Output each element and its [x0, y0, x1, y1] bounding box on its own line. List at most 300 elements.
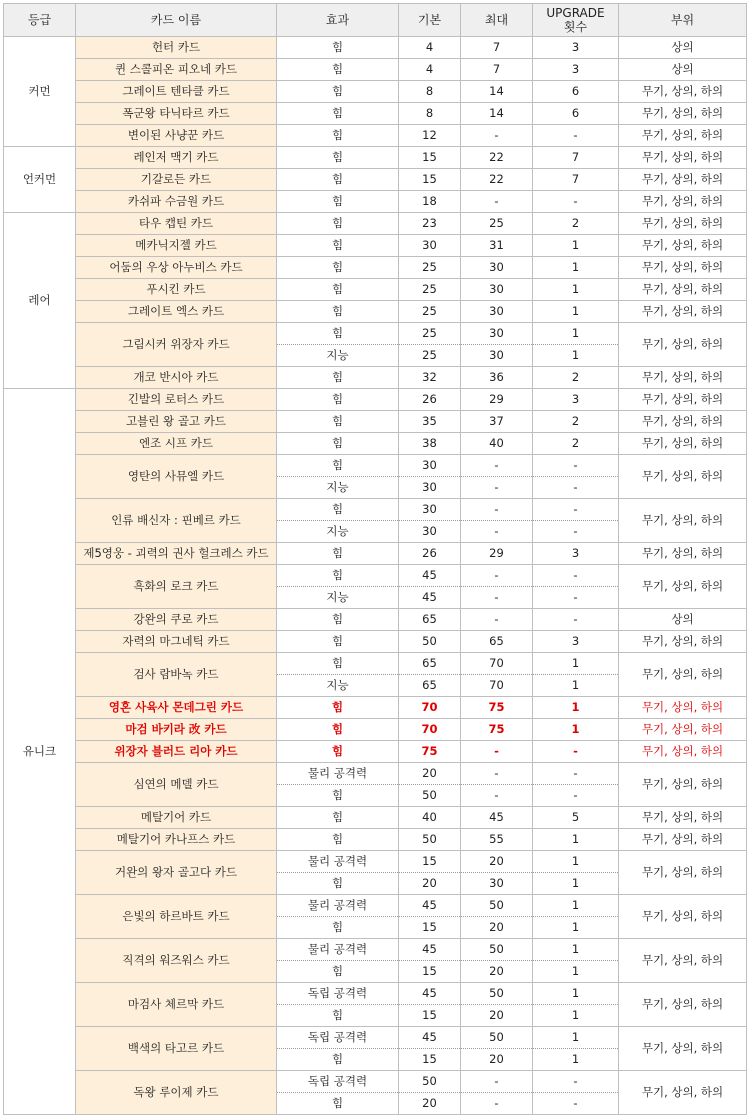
- base-value: 23: [399, 213, 461, 235]
- effect-cell: 지능: [277, 587, 399, 609]
- part-cell: 무기, 상의, 하의: [619, 301, 747, 323]
- part-cell: 무기, 상의, 하의: [619, 323, 747, 367]
- upgrade-count: 1: [533, 257, 619, 279]
- card-name: 헌터 카드: [76, 37, 277, 59]
- effect-cell: 힘: [277, 147, 399, 169]
- table-row: [4, 367, 747, 389]
- part-cell: 무기, 상의, 하의: [619, 257, 747, 279]
- card-name: 메탈기어 카나프스 카드: [76, 829, 277, 851]
- max-value: 22: [461, 169, 533, 191]
- effect-cell: 지능: [277, 345, 399, 367]
- part-cell: 무기, 상의, 하의: [619, 235, 747, 257]
- effect-cell: 힘: [277, 565, 399, 587]
- max-value: 7: [461, 59, 533, 81]
- upgrade-count: -: [533, 741, 619, 763]
- base-value: 15: [399, 917, 461, 939]
- effect-cell: 힘: [277, 609, 399, 631]
- table-row: [4, 719, 747, 741]
- table-row: [4, 323, 747, 345]
- max-value: 70: [461, 653, 533, 675]
- table-row: [4, 983, 747, 1005]
- header-effect: 효과: [277, 4, 399, 37]
- part-cell: 무기, 상의, 하의: [619, 455, 747, 499]
- card-name: 인류 배신자 : 핀베르 카드: [76, 499, 277, 543]
- effect-cell: 힘: [277, 191, 399, 213]
- max-value: -: [461, 741, 533, 763]
- card-name: 검사 람바녹 카드: [76, 653, 277, 697]
- upgrade-count: 3: [533, 631, 619, 653]
- max-value: -: [461, 1093, 533, 1115]
- base-value: 4: [399, 37, 461, 59]
- card-name: 메카닉지젤 카드: [76, 235, 277, 257]
- upgrade-count: -: [533, 521, 619, 543]
- card-name: 카쉬파 수금원 카드: [76, 191, 277, 213]
- effect-cell: 힘: [277, 961, 399, 983]
- max-value: 75: [461, 719, 533, 741]
- effect-cell: 힘: [277, 499, 399, 521]
- upgrade-count: 1: [533, 235, 619, 257]
- effect-cell: 힘: [277, 301, 399, 323]
- effect-cell: 힘: [277, 631, 399, 653]
- effect-cell: 독립 공격력: [277, 983, 399, 1005]
- part-cell: 무기, 상의, 하의: [619, 411, 747, 433]
- card-name: 폭군왕 타닉타르 카드: [76, 103, 277, 125]
- upgrade-count: 1: [533, 961, 619, 983]
- effect-cell: 힘: [277, 829, 399, 851]
- base-value: 45: [399, 1027, 461, 1049]
- effect-cell: 힘: [277, 389, 399, 411]
- part-cell: 무기, 상의, 하의: [619, 1071, 747, 1115]
- base-value: 30: [399, 477, 461, 499]
- part-cell: 무기, 상의, 하의: [619, 851, 747, 895]
- part-cell: 무기, 상의, 하의: [619, 697, 747, 719]
- table-row: [4, 37, 747, 59]
- grade-cell: 레어: [4, 213, 76, 389]
- max-value: -: [461, 587, 533, 609]
- part-cell: 상의: [619, 59, 747, 81]
- max-value: 29: [461, 543, 533, 565]
- card-name: 타우 캡틴 카드: [76, 213, 277, 235]
- effect-cell: 힘: [277, 1093, 399, 1115]
- part-cell: 무기, 상의, 하의: [619, 653, 747, 697]
- upgrade-count: 7: [533, 169, 619, 191]
- part-cell: 무기, 상의, 하의: [619, 719, 747, 741]
- base-value: 45: [399, 587, 461, 609]
- upgrade-count: 2: [533, 433, 619, 455]
- part-cell: 무기, 상의, 하의: [619, 125, 747, 147]
- header-max: 최대: [461, 4, 533, 37]
- part-cell: 무기, 상의, 하의: [619, 763, 747, 807]
- part-cell: 무기, 상의, 하의: [619, 147, 747, 169]
- effect-cell: 지능: [277, 675, 399, 697]
- header-card-name: 카드 이름: [76, 4, 277, 37]
- table-row: [4, 1071, 747, 1093]
- base-value: 25: [399, 323, 461, 345]
- part-cell: 무기, 상의, 하의: [619, 499, 747, 543]
- card-name: 자력의 마그네틱 카드: [76, 631, 277, 653]
- max-value: 20: [461, 1005, 533, 1027]
- base-value: 50: [399, 829, 461, 851]
- base-value: 20: [399, 873, 461, 895]
- base-value: 15: [399, 851, 461, 873]
- table-row: [4, 609, 747, 631]
- upgrade-count: 5: [533, 807, 619, 829]
- card-name: 그레이트 텐타클 카드: [76, 81, 277, 103]
- base-value: 15: [399, 1005, 461, 1027]
- card-name: 기갈로든 카드: [76, 169, 277, 191]
- part-cell: 상의: [619, 609, 747, 631]
- card-name: 변이된 사냥꾼 카드: [76, 125, 277, 147]
- base-value: 30: [399, 499, 461, 521]
- effect-cell: 물리 공격력: [277, 851, 399, 873]
- max-value: 75: [461, 697, 533, 719]
- part-cell: 무기, 상의, 하의: [619, 829, 747, 851]
- base-value: 15: [399, 169, 461, 191]
- base-value: 45: [399, 939, 461, 961]
- upgrade-count: 1: [533, 653, 619, 675]
- header-row: [4, 4, 747, 37]
- card-name: 그림시커 위장자 카드: [76, 323, 277, 367]
- card-name: 메탈기어 카드: [76, 807, 277, 829]
- upgrade-count: 1: [533, 675, 619, 697]
- base-value: 32: [399, 367, 461, 389]
- effect-cell: 힘: [277, 1049, 399, 1071]
- effect-cell: 힘: [277, 741, 399, 763]
- max-value: 20: [461, 851, 533, 873]
- base-value: 15: [399, 961, 461, 983]
- header-upgrade-line2: 횟수: [563, 20, 588, 34]
- table-row: [4, 169, 747, 191]
- effect-cell: 힘: [277, 235, 399, 257]
- effect-cell: 힘: [277, 81, 399, 103]
- card-name: 직격의 워즈워스 카드: [76, 939, 277, 983]
- table-row: [4, 939, 747, 961]
- base-value: 30: [399, 521, 461, 543]
- max-value: 20: [461, 917, 533, 939]
- effect-cell: 힘: [277, 411, 399, 433]
- max-value: 14: [461, 103, 533, 125]
- base-value: 25: [399, 345, 461, 367]
- max-value: 70: [461, 675, 533, 697]
- part-cell: 무기, 상의, 하의: [619, 213, 747, 235]
- card-name: 백색의 타고르 카드: [76, 1027, 277, 1071]
- upgrade-count: 1: [533, 851, 619, 873]
- card-name: 독왕 루이제 카드: [76, 1071, 277, 1115]
- grade-cell: 유니크: [4, 389, 76, 1115]
- header-upgrade: [533, 4, 619, 37]
- max-value: 30: [461, 301, 533, 323]
- table-row: [4, 851, 747, 873]
- base-value: 25: [399, 279, 461, 301]
- base-value: 12: [399, 125, 461, 147]
- upgrade-count: 6: [533, 103, 619, 125]
- card-name: 은빛의 하르바트 카드: [76, 895, 277, 939]
- base-value: 50: [399, 1071, 461, 1093]
- table-row: [4, 829, 747, 851]
- part-cell: 무기, 상의, 하의: [619, 389, 747, 411]
- card-name: 레인저 맥기 카드: [76, 147, 277, 169]
- base-value: 30: [399, 455, 461, 477]
- table-row: [4, 279, 747, 301]
- part-cell: 무기, 상의, 하의: [619, 631, 747, 653]
- base-value: 65: [399, 675, 461, 697]
- upgrade-count: 2: [533, 411, 619, 433]
- table-row: [4, 697, 747, 719]
- grade-cell: 커먼: [4, 37, 76, 147]
- upgrade-count: 2: [533, 367, 619, 389]
- max-value: -: [461, 763, 533, 785]
- upgrade-count: 1: [533, 939, 619, 961]
- max-value: -: [461, 565, 533, 587]
- base-value: 35: [399, 411, 461, 433]
- table-row: [4, 257, 747, 279]
- effect-cell: 힘: [277, 1005, 399, 1027]
- upgrade-count: -: [533, 565, 619, 587]
- upgrade-count: 1: [533, 697, 619, 719]
- card-name: 고블린 왕 골고 카드: [76, 411, 277, 433]
- base-value: 40: [399, 807, 461, 829]
- table-row: [4, 1027, 747, 1049]
- part-cell: 무기, 상의, 하의: [619, 367, 747, 389]
- grade-cell: 언커먼: [4, 147, 76, 213]
- table-row: [4, 895, 747, 917]
- part-cell: 무기, 상의, 하의: [619, 807, 747, 829]
- max-value: 30: [461, 873, 533, 895]
- max-value: -: [461, 455, 533, 477]
- upgrade-count: 3: [533, 59, 619, 81]
- upgrade-count: 1: [533, 301, 619, 323]
- base-value: 15: [399, 1049, 461, 1071]
- upgrade-count: -: [533, 763, 619, 785]
- max-value: 65: [461, 631, 533, 653]
- max-value: -: [461, 191, 533, 213]
- table-row: [4, 763, 747, 785]
- effect-cell: 힘: [277, 125, 399, 147]
- effect-cell: 독립 공격력: [277, 1027, 399, 1049]
- max-value: 31: [461, 235, 533, 257]
- effect-cell: 힘: [277, 917, 399, 939]
- table-row: [4, 191, 747, 213]
- header-upgrade-line1: UPGRADE: [546, 6, 605, 20]
- max-value: -: [461, 1071, 533, 1093]
- upgrade-count: 3: [533, 543, 619, 565]
- upgrade-count: 1: [533, 345, 619, 367]
- max-value: -: [461, 609, 533, 631]
- effect-cell: 힘: [277, 169, 399, 191]
- part-cell: 상의: [619, 37, 747, 59]
- part-cell: 무기, 상의, 하의: [619, 433, 747, 455]
- part-cell: 무기, 상의, 하의: [619, 543, 747, 565]
- table-row: [4, 653, 747, 675]
- upgrade-count: -: [533, 609, 619, 631]
- card-name: 강완의 쿠로 카드: [76, 609, 277, 631]
- table-row: [4, 499, 747, 521]
- base-value: 26: [399, 543, 461, 565]
- table-row: [4, 411, 747, 433]
- card-name: 거완의 왕자 골고다 카드: [76, 851, 277, 895]
- max-value: 50: [461, 895, 533, 917]
- part-cell: 무기, 상의, 하의: [619, 565, 747, 609]
- table-row: [4, 631, 747, 653]
- card-name: 푸시킨 카드: [76, 279, 277, 301]
- part-cell: 무기, 상의, 하의: [619, 191, 747, 213]
- table-row: [4, 543, 747, 565]
- max-value: 30: [461, 345, 533, 367]
- upgrade-count: -: [533, 455, 619, 477]
- part-cell: 무기, 상의, 하의: [619, 103, 747, 125]
- table-row: [4, 103, 747, 125]
- base-value: 20: [399, 1093, 461, 1115]
- base-value: 70: [399, 719, 461, 741]
- base-value: 45: [399, 983, 461, 1005]
- max-value: 30: [461, 323, 533, 345]
- table-row: [4, 235, 747, 257]
- part-cell: 무기, 상의, 하의: [619, 939, 747, 983]
- base-value: 50: [399, 631, 461, 653]
- card-name: 영혼 사육사 몬데그린 카드: [76, 697, 277, 719]
- max-value: -: [461, 785, 533, 807]
- upgrade-count: 1: [533, 279, 619, 301]
- max-value: 30: [461, 279, 533, 301]
- base-value: 65: [399, 609, 461, 631]
- max-value: 40: [461, 433, 533, 455]
- base-value: 20: [399, 763, 461, 785]
- card-name: 흑화의 로크 카드: [76, 565, 277, 609]
- effect-cell: 물리 공격력: [277, 763, 399, 785]
- part-cell: 무기, 상의, 하의: [619, 81, 747, 103]
- max-value: 20: [461, 961, 533, 983]
- effect-cell: 힘: [277, 543, 399, 565]
- upgrade-count: 1: [533, 719, 619, 741]
- upgrade-count: -: [533, 587, 619, 609]
- base-value: 38: [399, 433, 461, 455]
- upgrade-count: 6: [533, 81, 619, 103]
- max-value: 55: [461, 829, 533, 851]
- max-value: 30: [461, 257, 533, 279]
- effect-cell: 힘: [277, 323, 399, 345]
- table-row: [4, 741, 747, 763]
- base-value: 8: [399, 81, 461, 103]
- table-row: [4, 433, 747, 455]
- base-value: 30: [399, 235, 461, 257]
- upgrade-count: 1: [533, 1027, 619, 1049]
- max-value: 29: [461, 389, 533, 411]
- upgrade-count: 3: [533, 389, 619, 411]
- table-row: [4, 147, 747, 169]
- card-name: 퀸 스콜피온 피오네 카드: [76, 59, 277, 81]
- upgrade-count: 3: [533, 37, 619, 59]
- upgrade-count: 1: [533, 829, 619, 851]
- base-value: 45: [399, 565, 461, 587]
- part-cell: 무기, 상의, 하의: [619, 1027, 747, 1071]
- max-value: -: [461, 499, 533, 521]
- upgrade-count: -: [533, 1093, 619, 1115]
- effect-cell: 물리 공격력: [277, 895, 399, 917]
- max-value: 7: [461, 37, 533, 59]
- header-grade: 등급: [4, 4, 76, 37]
- max-value: 45: [461, 807, 533, 829]
- table-row: [4, 81, 747, 103]
- base-value: 25: [399, 257, 461, 279]
- effect-cell: 힘: [277, 697, 399, 719]
- table-row: [4, 455, 747, 477]
- upgrade-count: -: [533, 1071, 619, 1093]
- table-row: [4, 59, 747, 81]
- max-value: 37: [461, 411, 533, 433]
- max-value: -: [461, 477, 533, 499]
- card-name: 영탄의 사뮤엘 카드: [76, 455, 277, 499]
- card-name: 심연의 메델 카드: [76, 763, 277, 807]
- table-row: [4, 389, 747, 411]
- effect-cell: 힘: [277, 257, 399, 279]
- upgrade-count: -: [533, 785, 619, 807]
- base-value: 45: [399, 895, 461, 917]
- card-name: 엔조 시프 카드: [76, 433, 277, 455]
- upgrade-count: 1: [533, 1049, 619, 1071]
- effect-cell: 힘: [277, 59, 399, 81]
- max-value: 50: [461, 1027, 533, 1049]
- card-name: 마검 바키라 改 카드: [76, 719, 277, 741]
- effect-cell: 물리 공격력: [277, 939, 399, 961]
- max-value: 50: [461, 983, 533, 1005]
- effect-cell: 힘: [277, 873, 399, 895]
- max-value: 14: [461, 81, 533, 103]
- base-value: 18: [399, 191, 461, 213]
- effect-cell: 힘: [277, 719, 399, 741]
- base-value: 4: [399, 59, 461, 81]
- table-row: [4, 301, 747, 323]
- effect-cell: 지능: [277, 521, 399, 543]
- header-part: 부위: [619, 4, 747, 37]
- max-value: 36: [461, 367, 533, 389]
- max-value: 25: [461, 213, 533, 235]
- table-row: [4, 125, 747, 147]
- upgrade-count: -: [533, 191, 619, 213]
- effect-cell: 힘: [277, 455, 399, 477]
- card-name: 긴발의 로터스 카드: [76, 389, 277, 411]
- base-value: 70: [399, 697, 461, 719]
- upgrade-count: -: [533, 499, 619, 521]
- effect-cell: 힘: [277, 807, 399, 829]
- effect-cell: 지능: [277, 477, 399, 499]
- upgrade-count: 1: [533, 983, 619, 1005]
- upgrade-count: 1: [533, 323, 619, 345]
- effect-cell: 독립 공격력: [277, 1071, 399, 1093]
- effect-cell: 힘: [277, 37, 399, 59]
- upgrade-count: 1: [533, 917, 619, 939]
- part-cell: 무기, 상의, 하의: [619, 169, 747, 191]
- card-name: 어둠의 우상 아누비스 카드: [76, 257, 277, 279]
- effect-cell: 힘: [277, 785, 399, 807]
- max-value: 50: [461, 939, 533, 961]
- upgrade-count: -: [533, 477, 619, 499]
- upgrade-count: -: [533, 125, 619, 147]
- effect-cell: 힘: [277, 103, 399, 125]
- upgrade-count: 7: [533, 147, 619, 169]
- card-name: 위장자 블러드 리아 카드: [76, 741, 277, 763]
- card-table: [3, 3, 747, 1115]
- effect-cell: 힘: [277, 279, 399, 301]
- card-name: 개코 반시아 카드: [76, 367, 277, 389]
- base-value: 25: [399, 301, 461, 323]
- table-row: [4, 565, 747, 587]
- card-name: 제5영웅 - 괴력의 권사 헐크레스 카드: [76, 543, 277, 565]
- table-body: [4, 37, 747, 1115]
- effect-cell: 힘: [277, 433, 399, 455]
- base-value: 50: [399, 785, 461, 807]
- max-value: 20: [461, 1049, 533, 1071]
- base-value: 65: [399, 653, 461, 675]
